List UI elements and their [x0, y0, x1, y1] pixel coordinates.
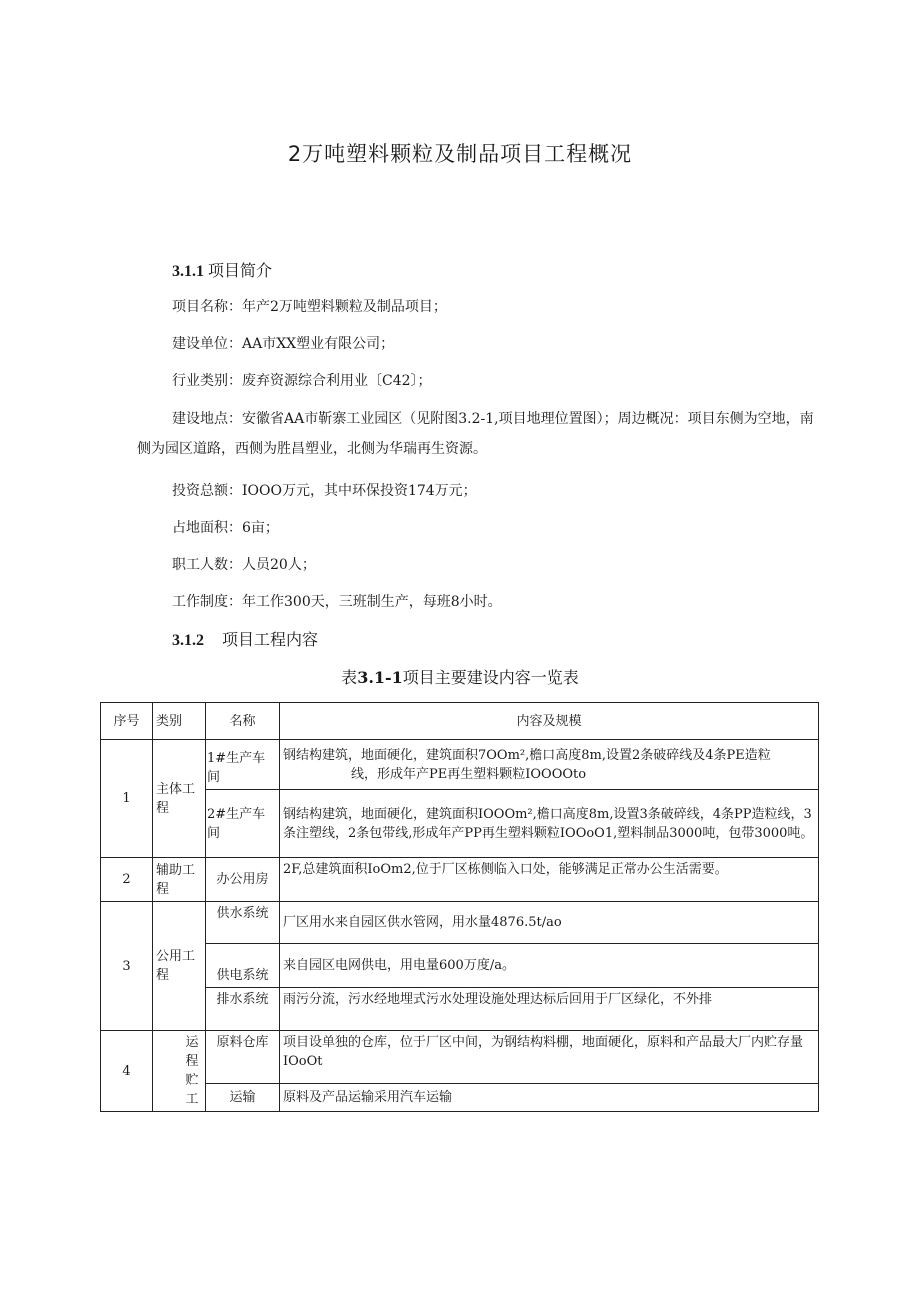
- cell-content: 钢结构建筑，地面硬化，建筑面积7OOm²,檐口高度8m,设置2条破碎线及4条PE造粒 线，形成年产PE再生塑料颗粒IOOOOto: [280, 740, 819, 790]
- table-row: [101, 902, 819, 944]
- field-industry-category: 行业类别：废弃资源综合利用业〔C42〕；: [172, 373, 432, 389]
- cell-content: 来自园区电网供电，用电量600万度/a。: [280, 944, 819, 988]
- cell-type: 辅助工程: [153, 858, 206, 902]
- cell-name: 排水系统: [206, 988, 280, 1031]
- field-schedule: 工作制度：年工作300天，三班制生产，每班8小时。: [172, 594, 502, 610]
- section-title: 项目简介: [208, 261, 273, 280]
- field-construction-unit: 建设单位：AA市XX塑业有限公司；: [172, 336, 395, 352]
- cell-name: 运输: [206, 1084, 280, 1112]
- table-row: [101, 944, 819, 988]
- cell-name: 办公用房: [206, 858, 280, 902]
- cell-name: 1#生产车间: [206, 740, 280, 790]
- cell-content: 原料及产品运输采用汽车运输: [280, 1084, 819, 1112]
- section-title: 项目工程内容: [222, 630, 319, 649]
- header-no: 序号: [101, 703, 153, 740]
- cell-content: 项目设单独的仓库，位于厂区中间，为钢结构料棚，地面硬化，原料和产品最大厂内贮存量IOoOt: [280, 1031, 819, 1084]
- cell-no: 3: [101, 902, 153, 1031]
- table-header-row: [101, 703, 819, 740]
- cell-no: 1: [101, 740, 153, 858]
- cell-content: 厂区用水来自园区供水管网，用水量4876.5t/ao: [280, 902, 819, 944]
- field-location: 建设地点：安徽省AA市靳寨工业园区（见附图3.2-1,项目地理位置图）；周边概况：项目东侧为空地，南侧为园区道路，西侧为胜昌塑业，北侧为华瑞再生资源。: [137, 411, 814, 457]
- section-heading-intro: [172, 258, 272, 281]
- table-caption: 表3.1-1项目主要建设内容一览表: [341, 668, 579, 687]
- page-title: 2万吨塑料颗粒及制品项目工程概况: [287, 142, 633, 166]
- cell-no: 2: [101, 858, 153, 902]
- cell-no: 4: [101, 1031, 153, 1112]
- construction-content-table: [100, 702, 819, 1112]
- field-staff: 职工人数：人员20人；: [172, 557, 316, 573]
- cell-name: 原料仓库: [206, 1031, 280, 1084]
- field-area: 占地面积：6亩；: [172, 520, 279, 536]
- section-number: 3.1.1: [172, 263, 204, 280]
- table-row: [101, 858, 819, 902]
- table-row: [101, 790, 819, 858]
- cell-name: 供水系统: [206, 902, 280, 944]
- header-name: 名称: [206, 703, 280, 740]
- cell-content: 2F,总建筑面积IoOm2,位于厂区栋侧临入口处，能够满足正常办公生活需要。: [280, 858, 819, 902]
- cell-type: 运程贮工: [153, 1031, 206, 1112]
- field-project-name: 项目名称：年产2万吨塑料颗粒及制品项目；: [172, 299, 447, 315]
- section-heading-content: [172, 627, 318, 650]
- header-content: 内容及规模: [280, 703, 819, 740]
- header-type: 类别: [153, 703, 206, 740]
- cell-type: 主体工程: [153, 740, 206, 858]
- section-number: 3.1.2: [172, 632, 204, 649]
- cell-name: 2#生产车间: [206, 790, 280, 858]
- table-row: [101, 740, 819, 790]
- cell-content: 雨污分流，污水经地埋式污水处理设施处理达标后回用于厂区绿化，不外排: [280, 988, 819, 1031]
- table-row: [101, 1084, 819, 1112]
- table-row: [101, 988, 819, 1031]
- field-investment: 投资总额：IOOO万元，其中环保投资174万元；: [172, 483, 477, 499]
- table-row: [101, 1031, 819, 1084]
- cell-type: 公用工程: [153, 902, 206, 1031]
- cell-content: 钢结构建筑，地面硬化，建筑面积IOOOm²,檐口高度8m,设置3条破碎线，4条PP造粒线，3条注塑线，2条包带线,形成年产PP再生塑料颗粒IOOoO1,塑料制品3000吨，包带3000吨。: [280, 790, 819, 858]
- cell-name: 供电系统: [206, 944, 280, 988]
